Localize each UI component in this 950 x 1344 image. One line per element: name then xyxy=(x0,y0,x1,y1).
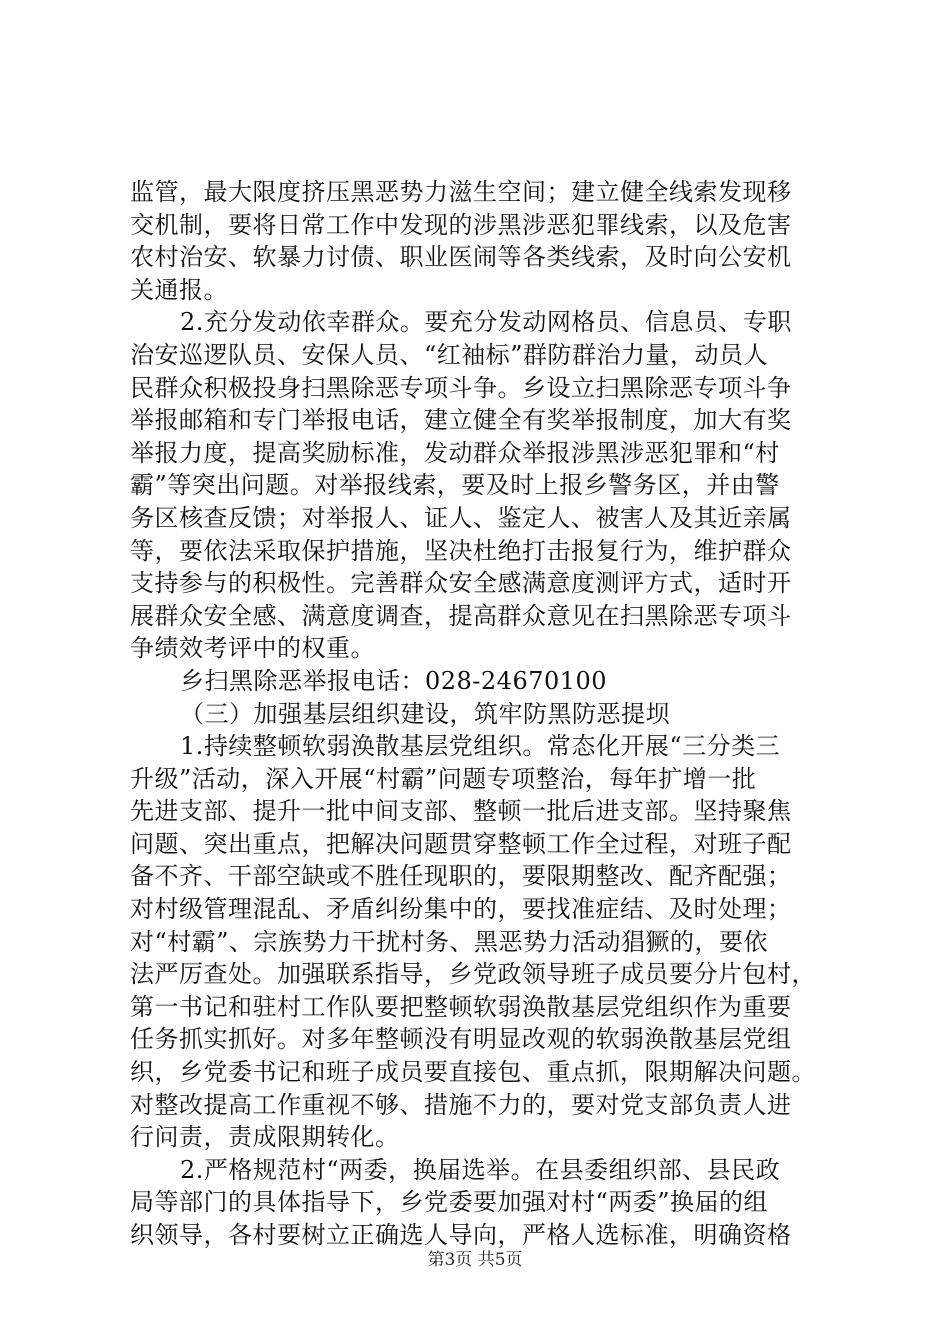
text-line: 任务抓实抓好。对多年整顿没有明显改观的软弱涣散基层党组 xyxy=(130,1025,792,1054)
text-line: 织，乡党委书记和班子成员要直接包、重点抓，限期解决问题。 xyxy=(130,1058,816,1087)
text-line: 先进支部、提升一批中间支部、整顿一批后进支部。坚持聚焦 xyxy=(130,797,792,826)
text-line: 2.充分发动依幸群众。要充分发动网格员、信息员、专职 xyxy=(180,308,792,337)
text-line: 1.持续整顿软弱涣散基层党组织。常态化开展“三分类三 xyxy=(180,732,781,761)
page-footer: 第3页 共5页 xyxy=(427,1250,523,1270)
text-line: 举报力度，提高奖励标准，发动群众举报涉黑涉恶犯罪和“村 xyxy=(130,438,780,467)
text-line: （三）加强基层组织建设，筑牢防黑防恶提坝 xyxy=(180,699,670,728)
text-line: 展群众安全感、满意度调查，提高群众意见在扫黑除恶专项斗 xyxy=(130,601,792,630)
text-line: 对整改提高工作重视不够、措施不力的，要对党支部负责人进 xyxy=(130,1090,792,1119)
text-line: 争绩效考评中的权重。 xyxy=(130,634,375,663)
text-line: 行问责，责成限期转化。 xyxy=(130,1123,400,1152)
text-line: 2.严格规范村“两委，换届选举。在县委组织部、县民政 xyxy=(180,1155,781,1184)
text-line: 务区核查反馈；对举报人、证人、鉴定人、被害人及其近亲属 xyxy=(130,503,792,532)
text-line: 对村级管理混乱、矛盾纠纷集中的，要找准症结、及时处理； xyxy=(130,895,792,924)
text-line: 监管，最大限度挤压黑恶势力滋生空间；建立健全线索发现移 xyxy=(130,178,792,206)
text-line: 关通报。 xyxy=(130,275,228,304)
text-line: 农村治安、软暴力讨债、职业医闹等各类线索，及时向公安机 xyxy=(130,243,792,272)
document-body xyxy=(130,176,835,1252)
text-line: 乡扫黑除恶举报电话：028-24670100 xyxy=(180,666,608,695)
text-line: 等，要依法采取保护措施，坚决杜绝打击报复行为，维护群众 xyxy=(130,536,792,565)
text-line: 治安巡逻队员、安保人员、“红袖标”群防群治力量，动员人 xyxy=(130,340,769,369)
text-line: 问题、突出重点，把解决问题贯穿整顿工作全过程，对班子配 xyxy=(130,829,792,858)
text-line: 霸”等突出问题。对举报线索，要及时上报乡警务区，并由警 xyxy=(130,471,780,500)
text-line: 支持参与的积极性。完善群众安全感满意度测评方式，适时开 xyxy=(130,569,792,598)
text-line: 备不齐、干部空缺或不胜任现职的，要限期整改、配齐配强； xyxy=(130,862,792,891)
text-line: 对“村霸”、宗族势力干扰村务、黑恶势力活动猖獗的，要依 xyxy=(130,927,769,956)
text-line: 法严厉查处。加强联系指导，乡党政领导班子成员要分片包村， xyxy=(130,960,816,989)
text-line: 交机制，要将日常工作中发现的涉黑涉恶犯罪线索，以及危害 xyxy=(130,210,792,239)
text-line: 举报邮箱和专门举报电话，建立健全有奖举报制度，加大有奖 xyxy=(130,406,792,435)
text-line: 民群众积极投身扫黑除恶专项斗争。乡设立扫黑除恶专项斗争 xyxy=(130,373,792,402)
text-line: 织领导，各村要树立正确选人导向，严格人选标准，明确资格 xyxy=(130,1221,792,1249)
text-line: 升级”活动，深入开展“村霸”问题专项整治，每年扩增一批 xyxy=(130,764,757,793)
text-line: 第一书记和驻村工作队要把整顿软弱涣散基层党组织作为重要 xyxy=(130,992,792,1021)
text-line: 局等部门的具体指导下，乡党委要加强对村“两委”换届的组 xyxy=(130,1188,769,1217)
